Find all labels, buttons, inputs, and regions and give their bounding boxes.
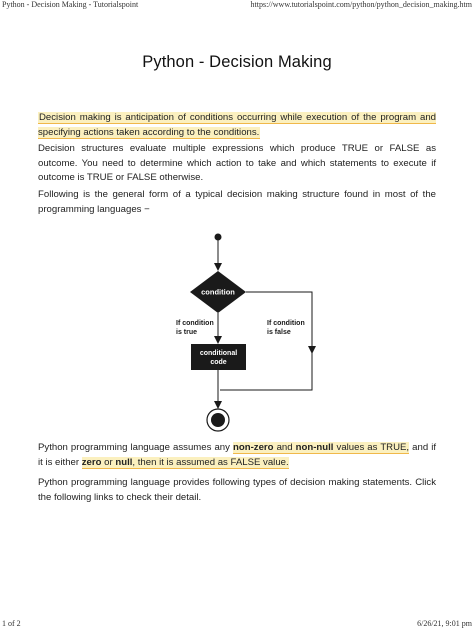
p4-text-6: and if it is either (38, 442, 437, 468)
conditional-code-label-line2: code (210, 359, 227, 366)
true-branch-label-line2: is true (176, 329, 198, 336)
non-null-term: non-null (295, 442, 334, 453)
p4-text-10: , then it is assumed as FALSE value. (132, 456, 289, 468)
null-term: null (115, 456, 133, 468)
p4-text-3: and (273, 442, 296, 453)
print-header-page-title: Python - Decision Making - Tutorialspoint (2, 0, 139, 9)
print-header-url[interactable]: https://www.tutorialspoint.com/python/python_decision_making.htm (250, 0, 472, 9)
conditional-code-box (191, 344, 246, 370)
truth-values-paragraph (38, 441, 436, 470)
page-count: 1 of 2 (2, 619, 21, 628)
statement-types-paragraph: Python programming language provides following types of decision making statements. Click the following links to check their detail. (38, 477, 436, 503)
print-timestamp: 6/26/21, 9:01 pm (417, 619, 472, 628)
p4-text-8: or (101, 456, 116, 468)
highlighted-intro-text: Decision making is anticipation of conditions occurring while execution of the program and specifying actions taken according to the conditions. (38, 112, 436, 138)
print-footer (0, 619, 474, 629)
false-branch-label-line1: If condition (267, 320, 305, 327)
page-title: Python - Decision Making (142, 53, 332, 71)
conditional-code-label-line1: conditional (199, 350, 238, 357)
zero-term: zero (81, 456, 102, 468)
start-node (215, 234, 222, 241)
end-node (211, 413, 225, 427)
general-form-paragraph: Following is the general form of a typical decision making structure found in most of the programming languages − (38, 189, 436, 215)
decision-structures-paragraph: Decision structures evaluate multiple expressions which produce TRUE or FALSE as outcome. You need to determine which action to take and which statements to execute if outcome is TRUE or FALSE otherwise. (38, 143, 436, 183)
p4-text-1: Python programming language assumes any (38, 442, 233, 453)
p4-text-5: values as TRUE, (333, 442, 410, 453)
condition-label: condition (201, 287, 235, 297)
true-branch-label-line1: If condition (176, 320, 214, 327)
non-zero-term: non-zero (233, 442, 274, 453)
false-branch-label-line2: is false (267, 329, 291, 336)
